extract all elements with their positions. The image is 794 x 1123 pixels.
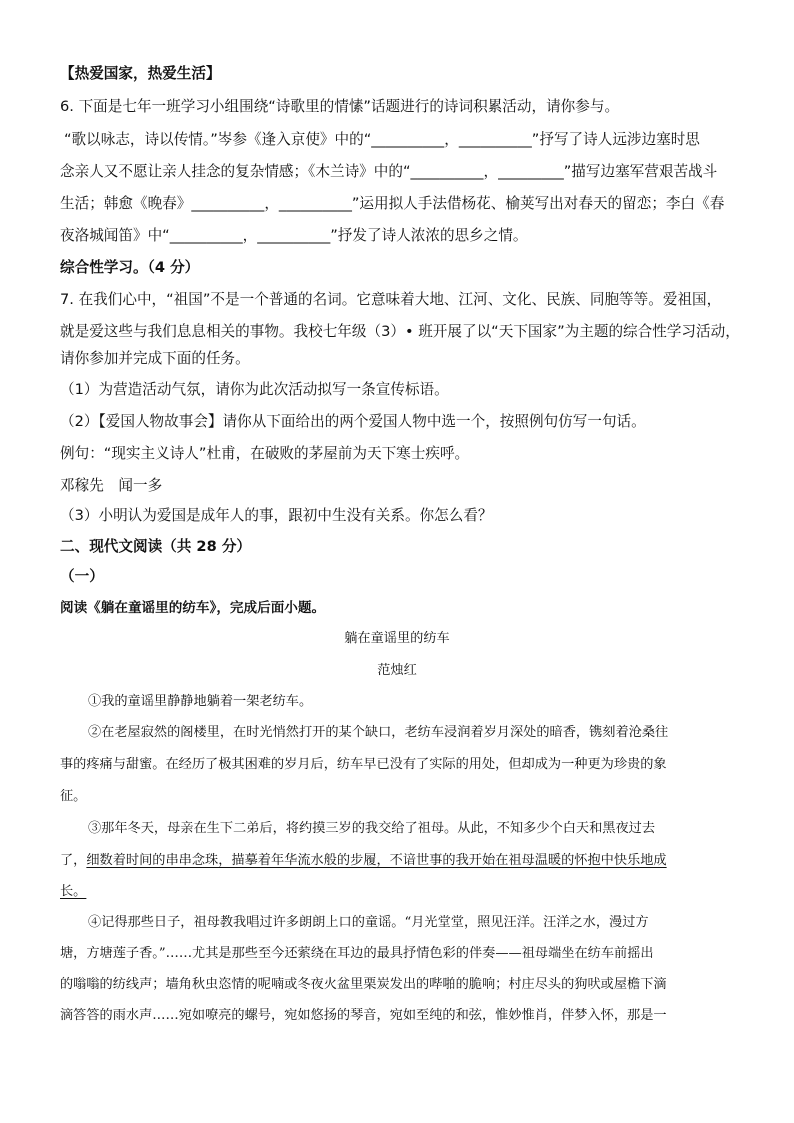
question-7-sub-2: （2）【爱国人物故事会】请你从下面给出的两个爱国人物中选一个，按照例句仿写一句话。 — [60, 413, 646, 430]
paragraph-1: ①我的童谣里静静地躺着一架老纺车。 — [88, 694, 313, 709]
paragraph-2-line-2: 事的疼痛与甜蜜。在经历了极其困难的岁月后，纺车早已没有了实际的用处，但却成为一种更为珍贵的象 — [60, 757, 667, 772]
part-one-label: （一） — [60, 568, 104, 585]
section-heading-love-country: 【热爱国家，热爱生活】 — [60, 65, 221, 82]
underlined-sentence-end: 长。 — [60, 884, 87, 899]
question-6-line-4: 夜洛城闻笛》中“__________，__________”抒发了诗人浓浓的思乡之情。 — [60, 227, 528, 244]
paragraph-4-line-3: 的嗡嗡的纺线声；墙角秋虫恣情的呢喃或冬夜火盆里栗炭发出的哔啪的脆响；村庄尽头的狗吠或屋檐下滴 — [60, 977, 667, 992]
section-heading-modern-reading: 二、现代文阅读（共 28 分） — [60, 538, 252, 555]
question-7-sub-3: （3）小明认为爱国是成年人的事，跟初中生没有关系。你怎么看？ — [60, 507, 493, 524]
question-7-line-1: 7. 在我们心中，“祖国”不是一个普通的名词。它意味着大地、江河、文化、民族、同胞等等。爱祖国， — [60, 291, 722, 308]
reading-instruction: 阅读《躺在童谣里的纺车》，完成后面小题。 — [60, 600, 326, 616]
patriot-names: 邓稼先 闻一多 — [60, 477, 163, 494]
question-7-line-2: 就是爱这些与我们息息相关的事物。我校七年级（3）• 班开展了以“天下国家”为主题的综合性学习活动， — [60, 323, 740, 340]
paragraph-3-line-2 — [60, 851, 667, 871]
underlined-sentence: 细数着时间的串串念珠，描摹着年华流水般的步履，不谙世事的我开始在祖母温暖的怀抱中快乐地成 — [86, 853, 667, 868]
paragraph-2-line-3: 征。 — [60, 789, 87, 804]
section-heading-comprehensive: 综合性学习。（4 分） — [60, 259, 200, 276]
paragraph-3-line-1: ③那年冬天，母亲在生下二弟后，将约摸三岁的我交给了祖母。从此，不知多少个白天和黑夜过去 — [88, 821, 656, 836]
article-author: 范烛红 — [377, 663, 417, 678]
paragraph-4-line-2: 塘，方塘莲子香。”……尤其是那些至今还萦绕在耳边的最具抒情色彩的伴奏——祖母端坐在纺车前摇出 — [60, 946, 654, 961]
question-6-line-1: “歌以咏志，诗以传情。”岑参《逢入京使》中的“__________，__________”抒写了诗人远涉边塞时思 — [64, 131, 700, 148]
question-7-line-3: 请你参加并完成下面的任务。 — [60, 350, 250, 367]
question-6-intro: 6. 下面是七年一班学习小组围绕“诗歌里的情愫”话题进行的诗词积累活动，请你参与。 — [60, 98, 620, 115]
article-title: 躺在童谣里的纺车 — [344, 631, 450, 646]
paragraph-3-line-2-plain: 了， — [60, 853, 87, 868]
example-sentence: 例句：“现实主义诗人”杜甫，在破败的茅屋前为天下寒士疾呼。 — [60, 445, 470, 462]
paragraph-2-line-1: ②在老屋寂然的阁楼里，在时光悄然打开的某个缺口，老纺车浸润着岁月深处的暗香，镌刻着沧桑往 — [88, 725, 669, 740]
question-6-line-3: 生活；韩愈《晚春》__________，__________”运用拟人手法借杨花、榆荚写出对春天的留恋；李白《春 — [60, 195, 725, 212]
paragraph-4-line-1: ④记得那些日子，祖母教我唱过许多朗朗上口的童谣。“月光堂堂，照见汪洋。汪洋之水，漫过方 — [88, 915, 649, 930]
question-6-line-2: 念亲人又不愿让亲人挂念的复杂情感；《木兰诗》中的“__________，_________”描写边塞军营艰苦战斗 — [60, 163, 718, 180]
paragraph-4-line-4: 滴答答的雨水声……宛如嘹亮的螺号，宛如悠扬的琴音，宛如至纯的和弦，惟妙惟肖，伴梦入怀，那是一 — [60, 1008, 667, 1023]
question-7-sub-1: （1）为营造活动气氛，请你为此次活动拟写一条宣传标语。 — [60, 381, 449, 398]
